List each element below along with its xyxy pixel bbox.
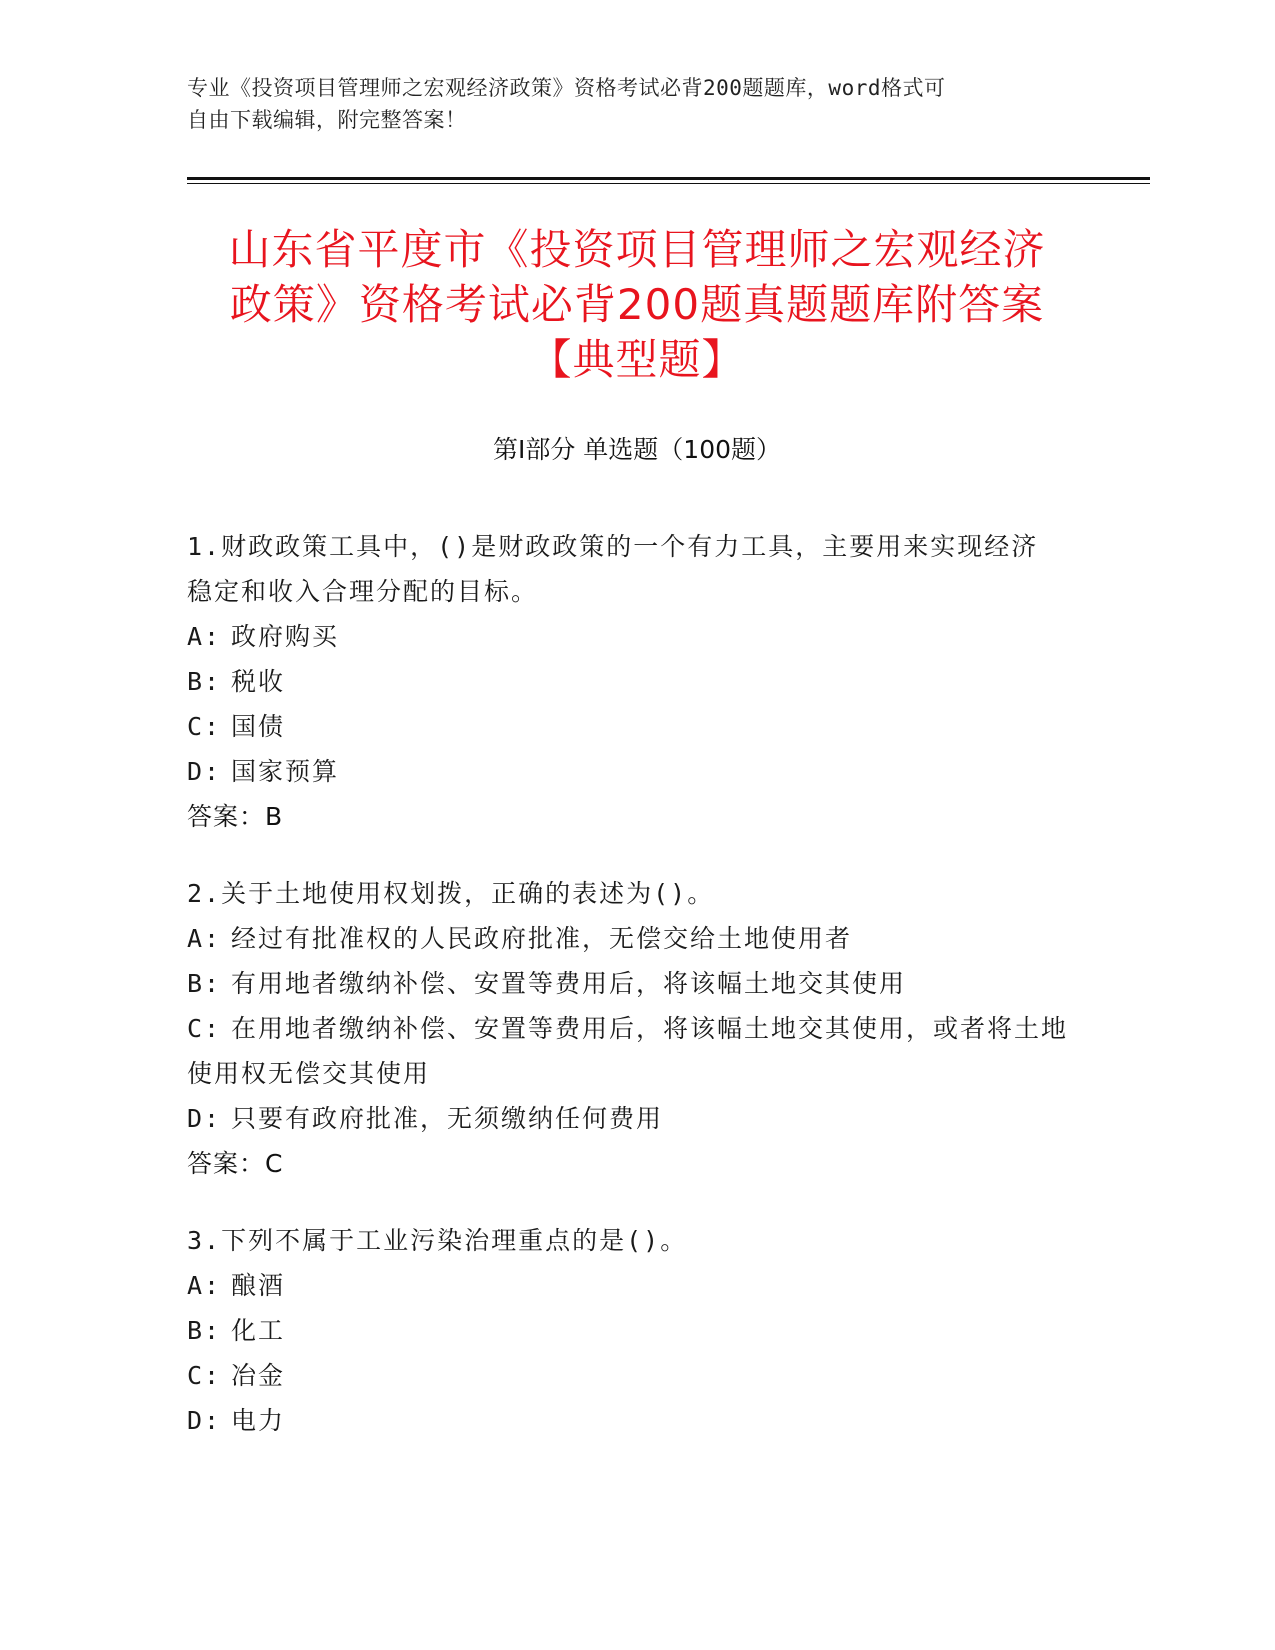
option-text: 电力 [231, 1406, 286, 1435]
option-text: 国家预算 [231, 757, 340, 786]
question-item [187, 871, 1092, 1186]
header-note-line-2: 自由下载编辑，附完整答案！ [187, 108, 467, 132]
option-label: A: [187, 924, 222, 953]
option-b [187, 659, 1092, 704]
option-label: D: [187, 1406, 222, 1435]
option-label: A: [187, 1271, 222, 1300]
answer-line: 答案：B [187, 802, 284, 831]
option-label: D: [187, 1104, 222, 1133]
header-note-line-1: 专业《投资项目管理师之宏观经济政策》资格考试必背200题题库，word格式可 [187, 76, 946, 100]
option-a [187, 1263, 1092, 1308]
question-stem: 1.财政政策工具中，()是财政政策的一个有力工具，主要用来实现经济稳定和收入合理分配的目标。 [187, 532, 1039, 606]
option-c [187, 704, 1092, 749]
option-text: 有用地者缴纳补偿、安置等费用后，将该幅土地交其使用 [231, 969, 907, 998]
option-text: 只要有政府批准，无须缴纳任何费用 [231, 1104, 664, 1133]
option-c [187, 1006, 1092, 1096]
question-item [187, 1218, 1092, 1443]
question-stem: 2.关于土地使用权划拨，正确的表述为()。 [187, 879, 715, 908]
option-a [187, 916, 1092, 961]
document-title [187, 222, 1087, 387]
option-text: 在用地者缴纳补偿、安置等费用后，将该幅土地交其使用，或者将土地使用权无偿交其使用 [187, 1014, 1069, 1088]
question-list [187, 524, 1092, 1475]
option-label: C: [187, 1014, 222, 1043]
header-divider-thick [187, 177, 1150, 180]
option-label: B: [187, 969, 222, 998]
document-title-line-2: 政策》资格考试必背200题真题题库附答案 [229, 280, 1045, 329]
header-divider-thin [187, 183, 1150, 184]
option-b [187, 1308, 1092, 1353]
option-label: A: [187, 622, 222, 651]
answer-line: 答案：C [187, 1149, 284, 1178]
option-d [187, 749, 1092, 794]
option-c [187, 1353, 1092, 1398]
option-label: D: [187, 757, 222, 786]
option-text: 酿酒 [231, 1271, 286, 1300]
option-label: C: [187, 712, 222, 741]
option-text: 化工 [231, 1316, 286, 1345]
option-b [187, 961, 1092, 1006]
option-a [187, 614, 1092, 659]
option-label: B: [187, 1316, 222, 1345]
option-text: 政府购买 [231, 622, 340, 651]
document-title-line-1: 山东省平度市《投资项目管理师之宏观经济 [228, 225, 1046, 274]
header-note [187, 72, 1087, 136]
option-text: 冶金 [231, 1361, 286, 1390]
question-stem: 3.下列不属于工业污染治理重点的是()。 [187, 1226, 688, 1255]
option-label: C: [187, 1361, 222, 1390]
option-d [187, 1096, 1092, 1141]
option-d [187, 1398, 1092, 1443]
question-item [187, 524, 1092, 839]
option-text: 经过有批准权的人民政府批准，无偿交给土地使用者 [231, 924, 853, 953]
option-text: 国债 [231, 712, 286, 741]
document-title-line-3: 【典型题】 [529, 335, 745, 384]
option-text: 税收 [231, 667, 286, 696]
option-label: B: [187, 667, 222, 696]
section-heading: 第Ⅰ部分 单选题（100题） [492, 435, 782, 464]
